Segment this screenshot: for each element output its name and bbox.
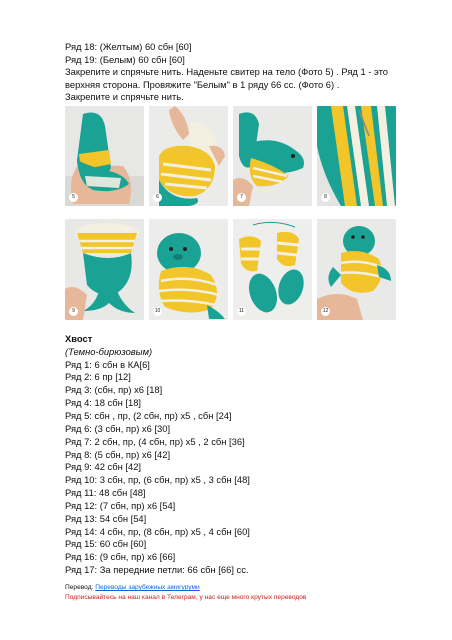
photo-number: 9 [69,307,78,316]
photo-8 [317,106,396,206]
photo-row-2 [65,219,396,320]
photo-number: 11 [238,308,245,314]
row-line: Ряд 1: 6 сбн в КА[6] [65,358,150,370]
photo-10 [149,219,228,320]
row-line: Ряд 19: (Белым) 60 сбн [60] [65,53,185,65]
photo-number: 5 [69,193,78,202]
photo-6 [149,106,228,206]
photo-number: 7 [237,193,246,202]
row-line: Ряд 3: (сбн, пр) х6 [18] [65,384,163,396]
row-line: Ряд 11: 48 сбн [48] [65,487,146,499]
row-line: Ряд 9: 42 сбн [42] [65,461,142,473]
section-heading: Хвост [65,333,93,344]
instructions-top [65,41,395,104]
row-line: Ряд 4: 18 сбн [18] [65,397,142,409]
row-line: Ряд 15: 60 сбн [60] [65,538,147,550]
row-line: Ряд 8: (5 сбн, пр) х6 [42] [65,448,171,460]
photo-number: 8 [321,193,330,202]
row-line: Ряд 2: 6 пр [12] [65,371,131,383]
yarn-color-note: (Темно-бирюзовым) [65,345,153,357]
translation-prefix: Перевод: [65,584,96,591]
photo-11 [233,219,312,320]
row-line: Ряд 13: 54 сбн [54] [65,512,147,524]
row-line: Ряд 14: 4 сбн, пр, (8 сбн, пр) х5 , 4 сбн [60] [65,525,250,537]
photo-number: 12 [322,308,329,314]
photo-row-1 [65,106,396,206]
photo-5 [65,106,144,206]
row-line: Ряд 6: (3 сбн, пр) х6 [30] [65,422,171,434]
photo-number: 6 [153,193,162,202]
instruction-line: Закрепите и спрячьте нить. Наденьте свитер на тело (Фото 5) . Ряд 1 - это [65,66,389,78]
row-line: Ряд 10: 3 сбн, пр, (6 сбн, пр) х5 , 3 сбн [48] [65,474,250,486]
photo-number: 10 [154,308,161,314]
translation-credit [65,583,306,593]
photo-9 [65,219,144,320]
photo-12 [317,219,396,320]
row-line: Ряд 12: (7 сбн, пр) х6 [54] [65,499,176,511]
instruction-line: верхняя сторона. Провяжите "Белым" в 1 ряду 66 сс. (Фото 6) . [65,78,340,90]
footer [65,583,306,602]
translation-link[interactable]: Переводы зарубежных амигуруми [95,584,200,591]
row-line: Ряд 7: 2 сбн, пр, (4 сбн, пр) х5 , 2 сбн [36] [65,435,245,447]
row-line: Ряд 16: (9 сбн, пр) х6 [66] [65,551,176,563]
row-line: Ряд 17: За передние петли: 66 сбн [66] сс. [65,564,249,576]
photo-7 [233,106,312,206]
row-line: Ряд 5: сбн , пр, (2 сбн, пр) х5 , сбн [24] [65,409,232,421]
tail-section [65,333,395,577]
instruction-line: Закрепите и спрячьте нить. [65,91,184,103]
telegram-promo: Подписывайтесь на наш канал в Телеграм, у нас еще много крутых переводов [65,593,307,601]
row-line: Ряд 18: (Желтым) 60 сбн [60] [65,41,192,52]
